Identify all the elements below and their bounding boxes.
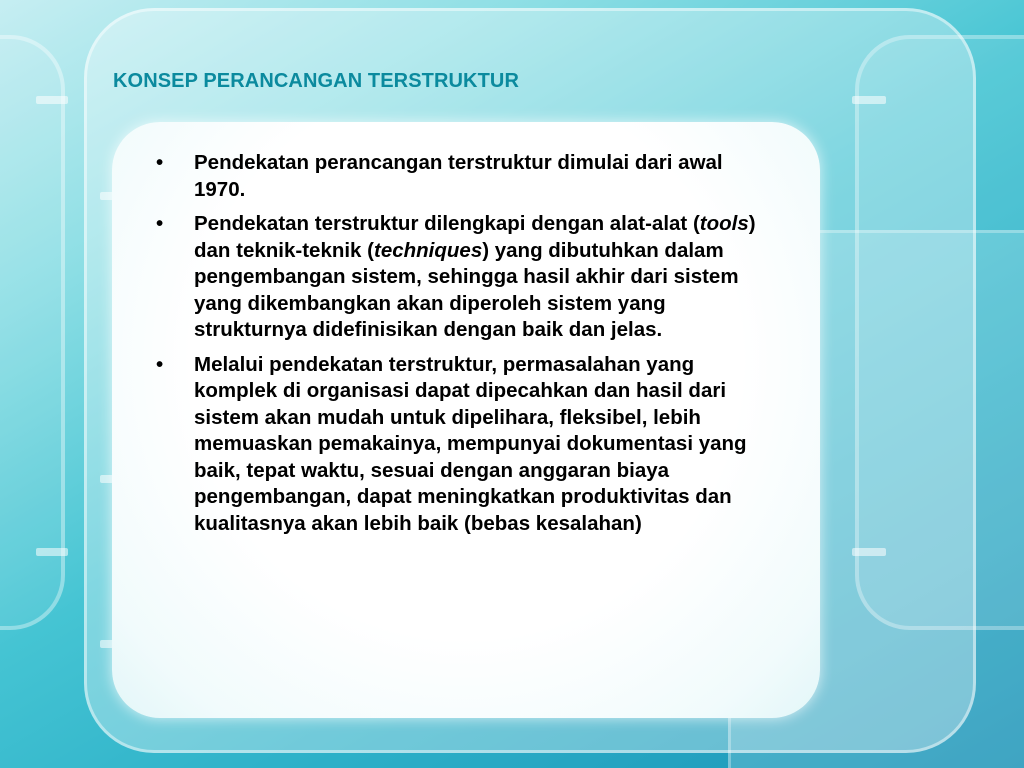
bullet-list <box>156 150 766 545</box>
bullet-item <box>156 150 766 203</box>
bullet-text: Melalui pendekatan terstruktur, permasalahan yang komplek di organisasi dapat dipecahkan dan hasil dari sistem akan mudah untuk dipelihara, fleksibel, lebih memuaskan pemakainya, mempunyai dokumentasi yang baik, tepat waktu, sesuai dengan anggaran biaya pengembangan, dapat meningkatkan produktivitas dan kualitasnya akan lebih baik (bebas kesalahan) <box>194 352 747 535</box>
decorative-tick <box>852 96 886 104</box>
bullet-emphasis-tools: tools <box>699 212 749 235</box>
slide-title: KONSEP PERANCANGAN TERSTRUKTUR <box>113 70 519 92</box>
bullet-marker: • <box>156 212 164 235</box>
background-frame-left <box>0 35 65 630</box>
bullet-emphasis-techniques: techniques <box>374 238 483 262</box>
bullet-text: Pendekatan perancangan terstruktur dimulai dari awal 1970. <box>194 151 723 201</box>
bullet-marker: • <box>156 352 164 376</box>
bullet-item <box>156 352 766 538</box>
decorative-tick <box>852 548 886 556</box>
decorative-tick <box>36 96 68 104</box>
bullet-item <box>156 211 766 344</box>
bullet-text: ) dan teknik-teknik ( <box>194 212 756 262</box>
bullet-text: Pendekatan terstruktur dilengkapi dengan alat-alat ( <box>194 212 700 235</box>
bullet-marker: • <box>156 151 164 174</box>
decorative-tick <box>36 548 68 556</box>
bullet-text: ) yang dibutuhkan dalam pengembangan sistem, sehingga hasil akhir dari sistem yang dikembangkan akan diperoleh sistem yang strukturnya didefinisikan dengan baik dan jelas. <box>194 238 739 341</box>
